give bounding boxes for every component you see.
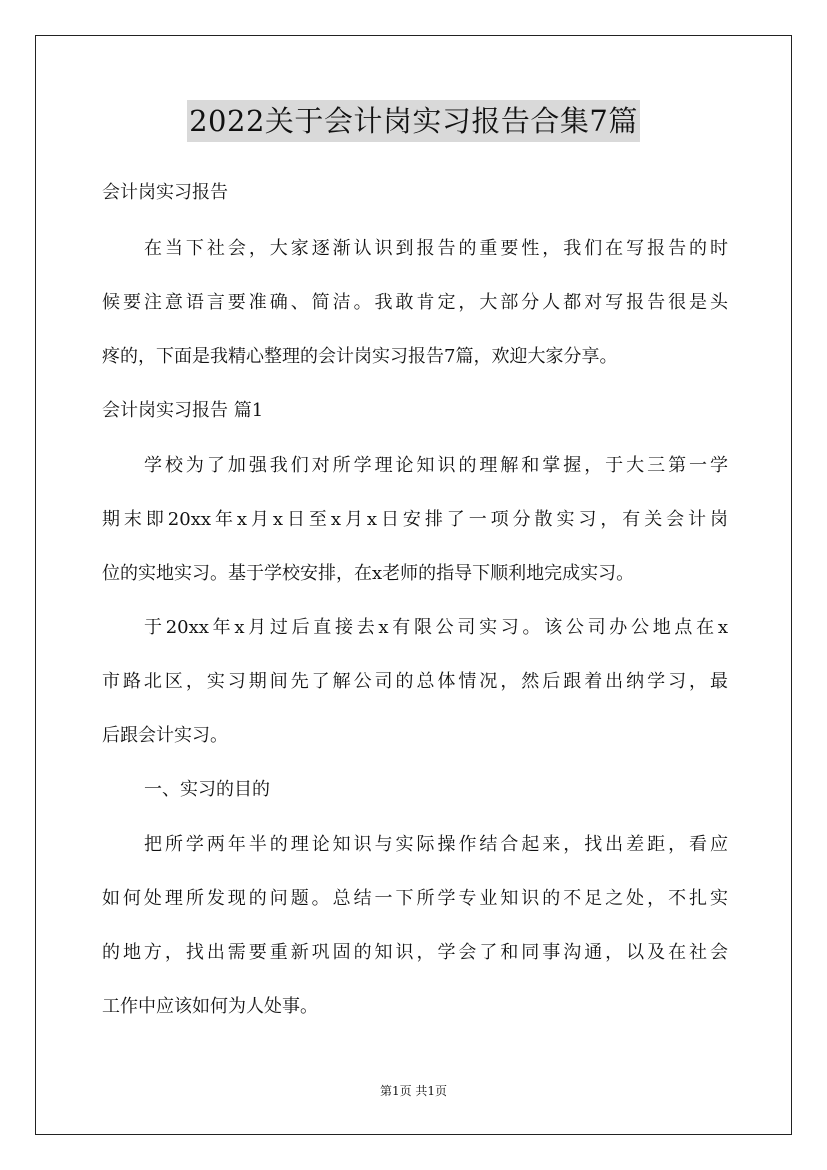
section-heading: 会计岗实习报告 篇1 (102, 400, 264, 421)
subsection-heading: 一、实习的目的 (144, 779, 270, 800)
document-title: 2022关于会计岗实习报告合集7篇 (187, 100, 640, 142)
paragraph-line: 候要注意语言要准确、简洁。我敢肯定，大部分人都对写报告很是头 (102, 292, 728, 313)
page-footer: 第1页 共1页 (379, 1084, 448, 1098)
paragraph-line: 工作中应该如何为人处事。 (102, 996, 318, 1017)
paragraph-line: 市路北区，实习期间先了解公司的总体情况，然后跟着出纳学习，最 (102, 671, 728, 692)
section-heading: 会计岗实习报告 (102, 182, 228, 203)
title-container (0, 100, 827, 142)
paragraph-line: 在当下社会，大家逐渐认识到报告的重要性，我们在写报告的时 (144, 238, 728, 259)
paragraph-line: 于20xx年x月过后直接去x有限公司实习。该公司办公地点在x (144, 617, 728, 638)
paragraph-line: 后跟会计实习。 (102, 725, 228, 746)
paragraph-line: 如何处理所发现的问题。总结一下所学专业知识的不足之处，不扎实 (102, 888, 728, 909)
paragraph-line: 学校为了加强我们对所学理论知识的理解和掌握，于大三第一学 (144, 455, 728, 476)
paragraph-line: 位的实地实习。基于学校安排，在x老师的指导下顺利地完成实习。 (102, 563, 635, 584)
paragraph-line: 把所学两年半的理论知识与实际操作结合起来，找出差距，看应 (144, 834, 728, 855)
paragraph-line: 疼的，下面是我精心整理的会计岗实习报告7篇，欢迎大家分享。 (102, 346, 618, 367)
paragraph-line: 的地方，找出需要重新巩固的知识，学会了和同事沟通，以及在社会 (102, 942, 728, 963)
paragraph-line: 期末即20xx年x月x日至x月x日安排了一项分散实习，有关会计岗 (102, 509, 728, 530)
